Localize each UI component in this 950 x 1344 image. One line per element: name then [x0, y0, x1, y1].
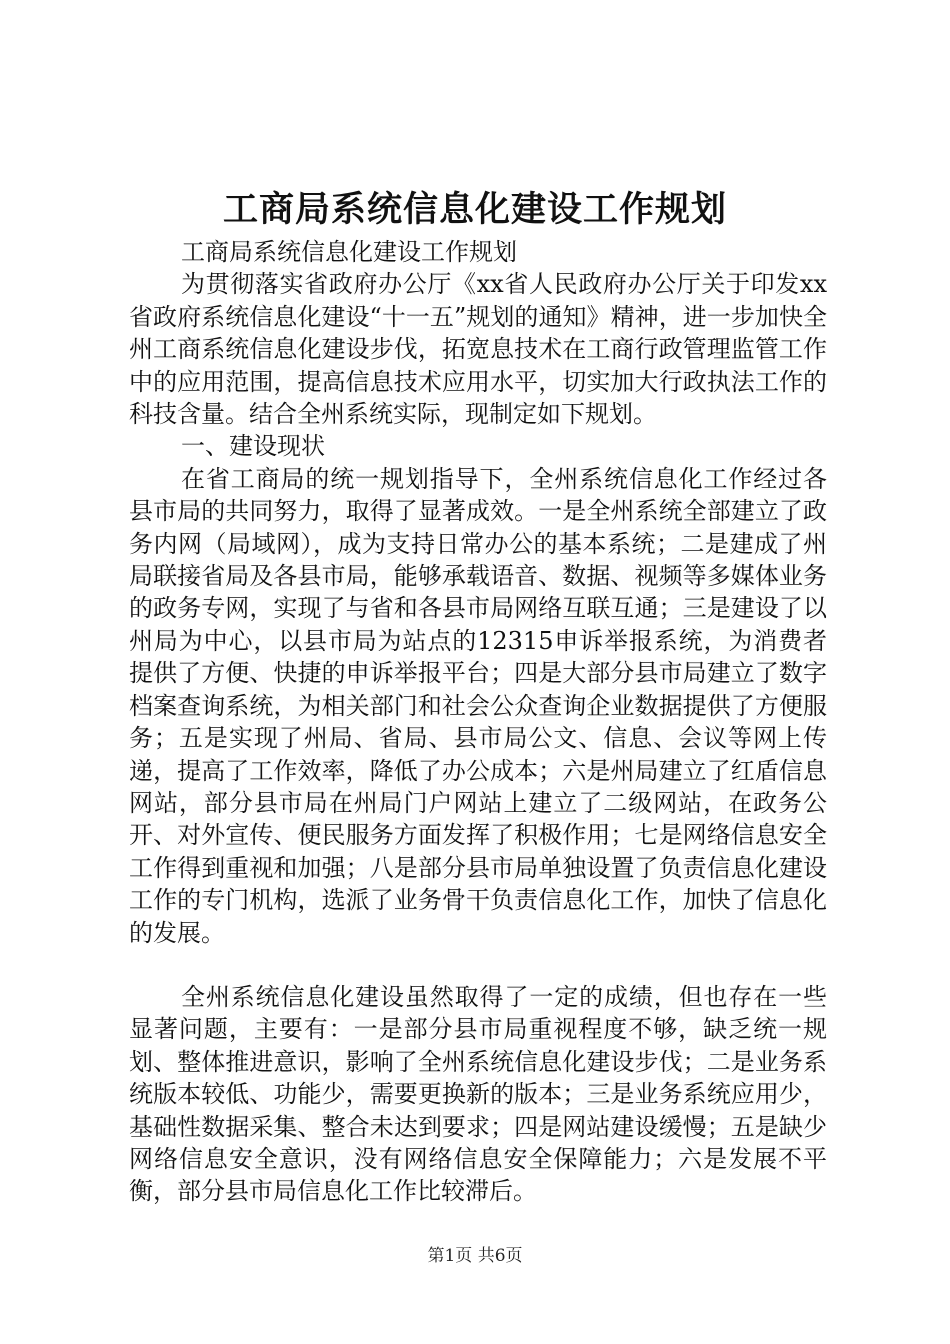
- page-number-footer: 第1页 共6页: [427, 1246, 523, 1266]
- document-body: [129, 236, 827, 1208]
- paragraph-subtitle: 工商局系统信息化建设工作规划: [181, 238, 517, 266]
- section-heading-status: 一、建设现状: [181, 432, 325, 461]
- paragraph-problems: 全州系统信息化建设虽然取得了一定的成绩，但也存在一些显著问题，主要有：一是部分县市局重视程度不够，缺乏统一规划、整体推进意识，影响了全州系统信息化建设步伐；二是业务系统版本较低、功能少，需要更换新的版本；三是业务系统应用少，基础性数据采集、整合未达到要求；四是网站建设缓慢；五是缺少网络信息安全意识，没有网络信息安全保障能力；六是发展不平衡，部分县市局信息化工作比较滞后。: [129, 982, 827, 1206]
- document-title: 工商局系统信息化建设工作规划: [222, 189, 727, 230]
- paragraph-intro: 为贯彻落实省政府办公厅《xx省人民政府办公厅关于印发xx省政府系统信息化建设“十一五”规划的通知》精神，进一步加快全州工商系统信息化建设步伐，拓宽息技术在工商行政管理监管工作中的应用范围，提高信息技术应用水平，切实加大行政执法工作的科技含量。结合全州系统实际，现制定如下规划。: [129, 270, 827, 429]
- paragraph-achievements: 在省工商局的统一规划指导下，全州系统信息化工作经过各县市局的共同努力，取得了显著成效。一是全州系统全部建立了政务内网（局域网），成为支持日常办公的基本系统；二是建成了州局联接省局及各县市局，能够承载语音、数据、视频等多媒体业务的政务专网，实现了与省和各县市局网络互联互通；三是建设了以州局为中心，以县市局为站点的12315申诉举报系统，为消费者提供了方便、快捷的申诉举报平台；四是大部分县市局建立了数字档案查询系统，为相关部门和社会公众查询企业数据提供了方便服务；五是实现了州局、省局、县市局公文、信息、会议等网上传递，提高了工作效率，降低了办公成本；六是州局建立了红盾信息网站，部分县市局在州局门户网站上建立了二级网站，在政务公开、对外宣传、便民服务方面发挥了积极作用；七是网络信息安全工作得到重视和加强；八是部分县市局单独设置了负责信息化建设工作的专门机构，选派了业务骨干负责信息化工作，加快了信息化的发展。: [129, 464, 827, 947]
